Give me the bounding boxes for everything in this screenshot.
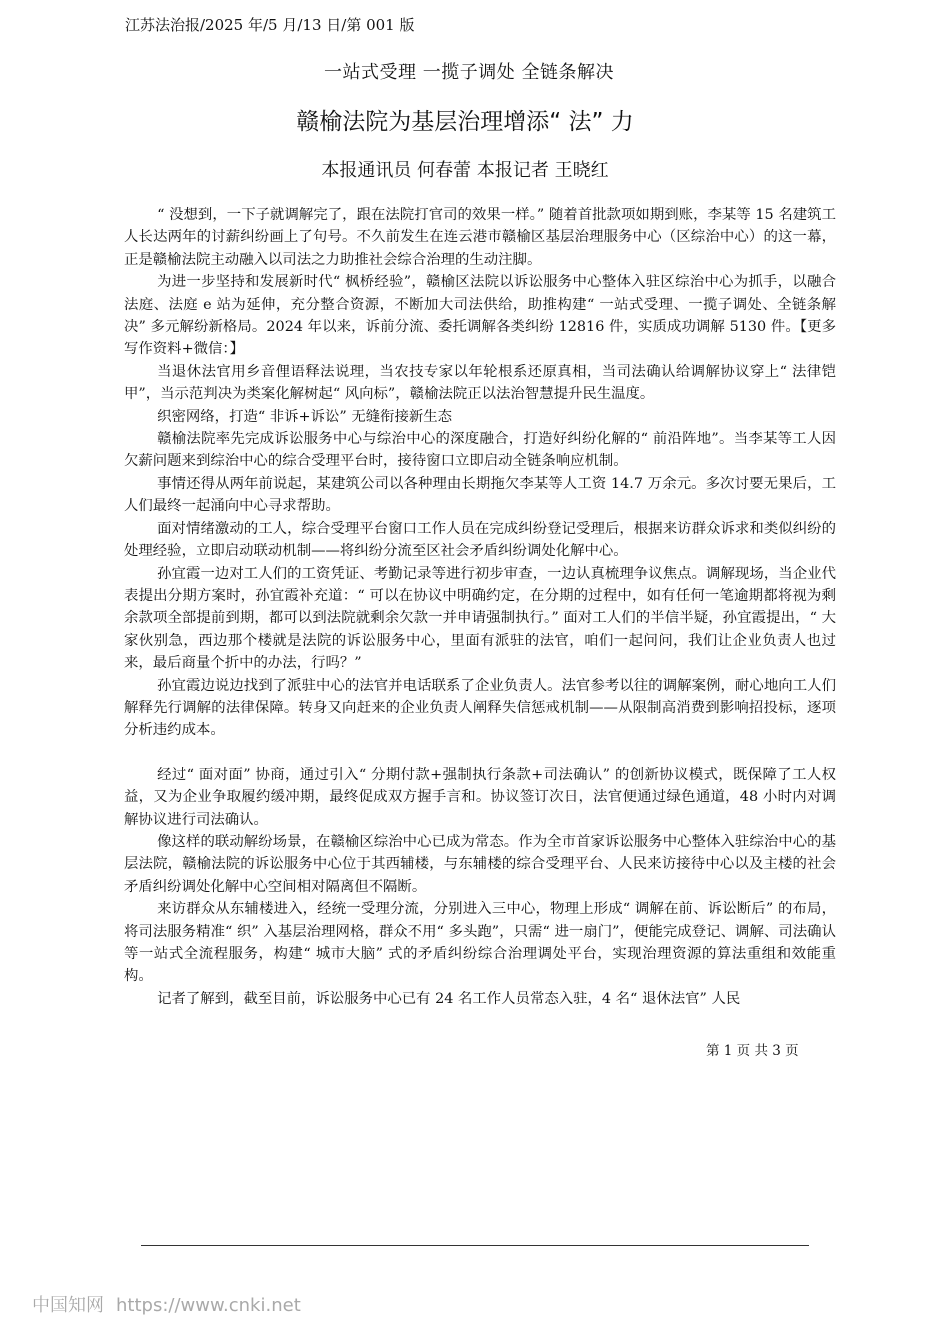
paragraph: 赣榆法院率先完成诉讼服务中心与综治中心的深度融合，打造好纠纷化解的“ 前沿阵地”。当李某等工人因欠薪问题来到综治中心的综合受理平台时，接待窗口立即启动全链条响应机制。 [124,431,836,470]
watermark-url: https://www.cnki.net [116,1295,301,1316]
publication-source: 江苏法治报/2025 年/5 月/13 日/第 001 版 [125,16,415,34]
article-subtitle: 一站式受理 一揽子调处 全链条解决 [324,62,614,83]
paragraph: 孙宜霞边说边找到了派驻中心的法官并电话联系了企业负责人。法官参考以往的调解案例，耐心地向工人们解释先行调解的法律保障。转身又向赶来的企业负责人阐释失信惩戒机制——从限制高消费到影响招投标，逐项分析违约成本。 [124,677,836,739]
section-heading: 织密网络，打造“ 非诉+诉讼” 无缝衔接新生态 [157,408,453,425]
paragraph: 记者了解到，截至目前，诉讼服务中心已有 24 名工作人员常态入驻，4 名“ 退休法官” 人民 [157,990,741,1007]
paragraph: 孙宜霞一边对工人们的工资凭证、考勤记录等进行初步审查，一边认真梳理争议焦点。调解现场，当企业代表提出分期方案时，孙宜霞补充道：“ 可以在协议中明确约定，在分期的过程中，如有任何一笔逾期都将视为剩余款项全部提前到期，都可以到法院就剩余欠款一并申请强制执行。” 面对工人们的半信半疑，孙宜霞提出，“ 大家伙别急，西边那个楼就是法院的诉讼服务中心，里面有派驻的法官，咱们一起问问，我们让企业负责人也过来，最后商量个折中的办法，行吗？” [124,565,836,672]
page-indicator: 第 1 页 共 3 页 [706,1043,799,1059]
paragraph: 经过“ 面对面” 协商，通过引入“ 分期付款+强制执行条款+司法确认” 的创新协议模式，既保障了工人权益，又为企业争取履约缓冲期，最终促成双方握手言和。协议签订次日，法官便通过绿色通道，48 小时内对调解协议进行司法确认。 [124,766,836,828]
paragraph: “ 没想到，一下子就调解完了，跟在法院打官司的效果一样。” 随着首批款项如期到账，李某等 15 名建筑工人长达两年的讨薪纠纷画上了句号。不久前发生在连云港市赣榆区基层治理服务中心（区综治中心）的这一幕，正是赣榆法院主动融入以司法之力助推社会综合治理的生动注脚。 [124,207,836,268]
paragraph: 面对情绪激动的工人，综合受理平台窗口工作人员在完成纠纷登记受理后，根据来访群众诉求和类似纠纷的处理经验，立即启动联动机制——将纠纷分流至区社会矛盾纠纷调处化解中心。 [124,520,836,560]
cnki-watermark [32,1294,301,1318]
paragraph: 为进一步坚持和发展新时代“ 枫桥经验”，赣榆区法院以诉讼服务中心整体入驻区综治中心为抓手，以融合法庭、法庭 e 站为延伸，充分整合资源，不断加大司法供给，助推构建“ 一站式受理、一揽子调处、全链条解决” 多元解纷新格局。2024 年以来，诉前分流、委托调解各类纠纷 12816 件，实质成功调解 5130 件。【更多 写作资料+微信：】 [124,274,836,358]
watermark-site: 中国知网 [32,1295,104,1316]
paragraph: 像这样的联动解纷场景，在赣榆区综治中心已成为常态。作为全市首家诉讼服务中心整体入驻综治中心的基层法院，赣榆法院的诉讼服务中心位于其西辅楼，与东辅楼的综合受理平台、人民来访接待中心以及主楼的社会矛盾纠纷调处化解中心空间相对隔离但不隔断。 [124,833,836,895]
paragraph: 事情还得从两年前说起，某建筑公司以各种理由长期拖欠李某等人工资 14.7 万余元。多次讨要无果后，工人们最终一起涌向中心寻求帮助。 [124,475,836,515]
paragraph: 来访群众从东辅楼进入，经统一受理分流，分别进入三中心，物理上形成“ 调解在前、诉讼断后” 的布局，将司法服务精准“ 织” 入基层治理网格，群众不用“ 多头跑”，只需“ 进一扇门”，便能完成登记、调解、司法确认等一站式全流程服务，构建“ 城市大脑” 式的矛盾纠纷综合治理调处平台，实现治理资源的算法重组和效能重构。 [124,901,836,985]
article-title: 赣榆法院为基层治理增添“ 法” 力 [296,109,634,135]
article-byline: 本报通讯员 何春蕾 本报记者 王晓红 [321,160,609,181]
paragraph: 当退休法官用乡音俚语释法说理，当农技专家以年轮根系还原真相，当司法确认给调解协议穿上“ 法律铠甲”，当示范判决为类案化解树起“ 风向标”，赣榆法院正以法治智慧提升民生温度。 [124,363,836,403]
article-body [124,204,836,1010]
footer-divider [141,1245,809,1246]
